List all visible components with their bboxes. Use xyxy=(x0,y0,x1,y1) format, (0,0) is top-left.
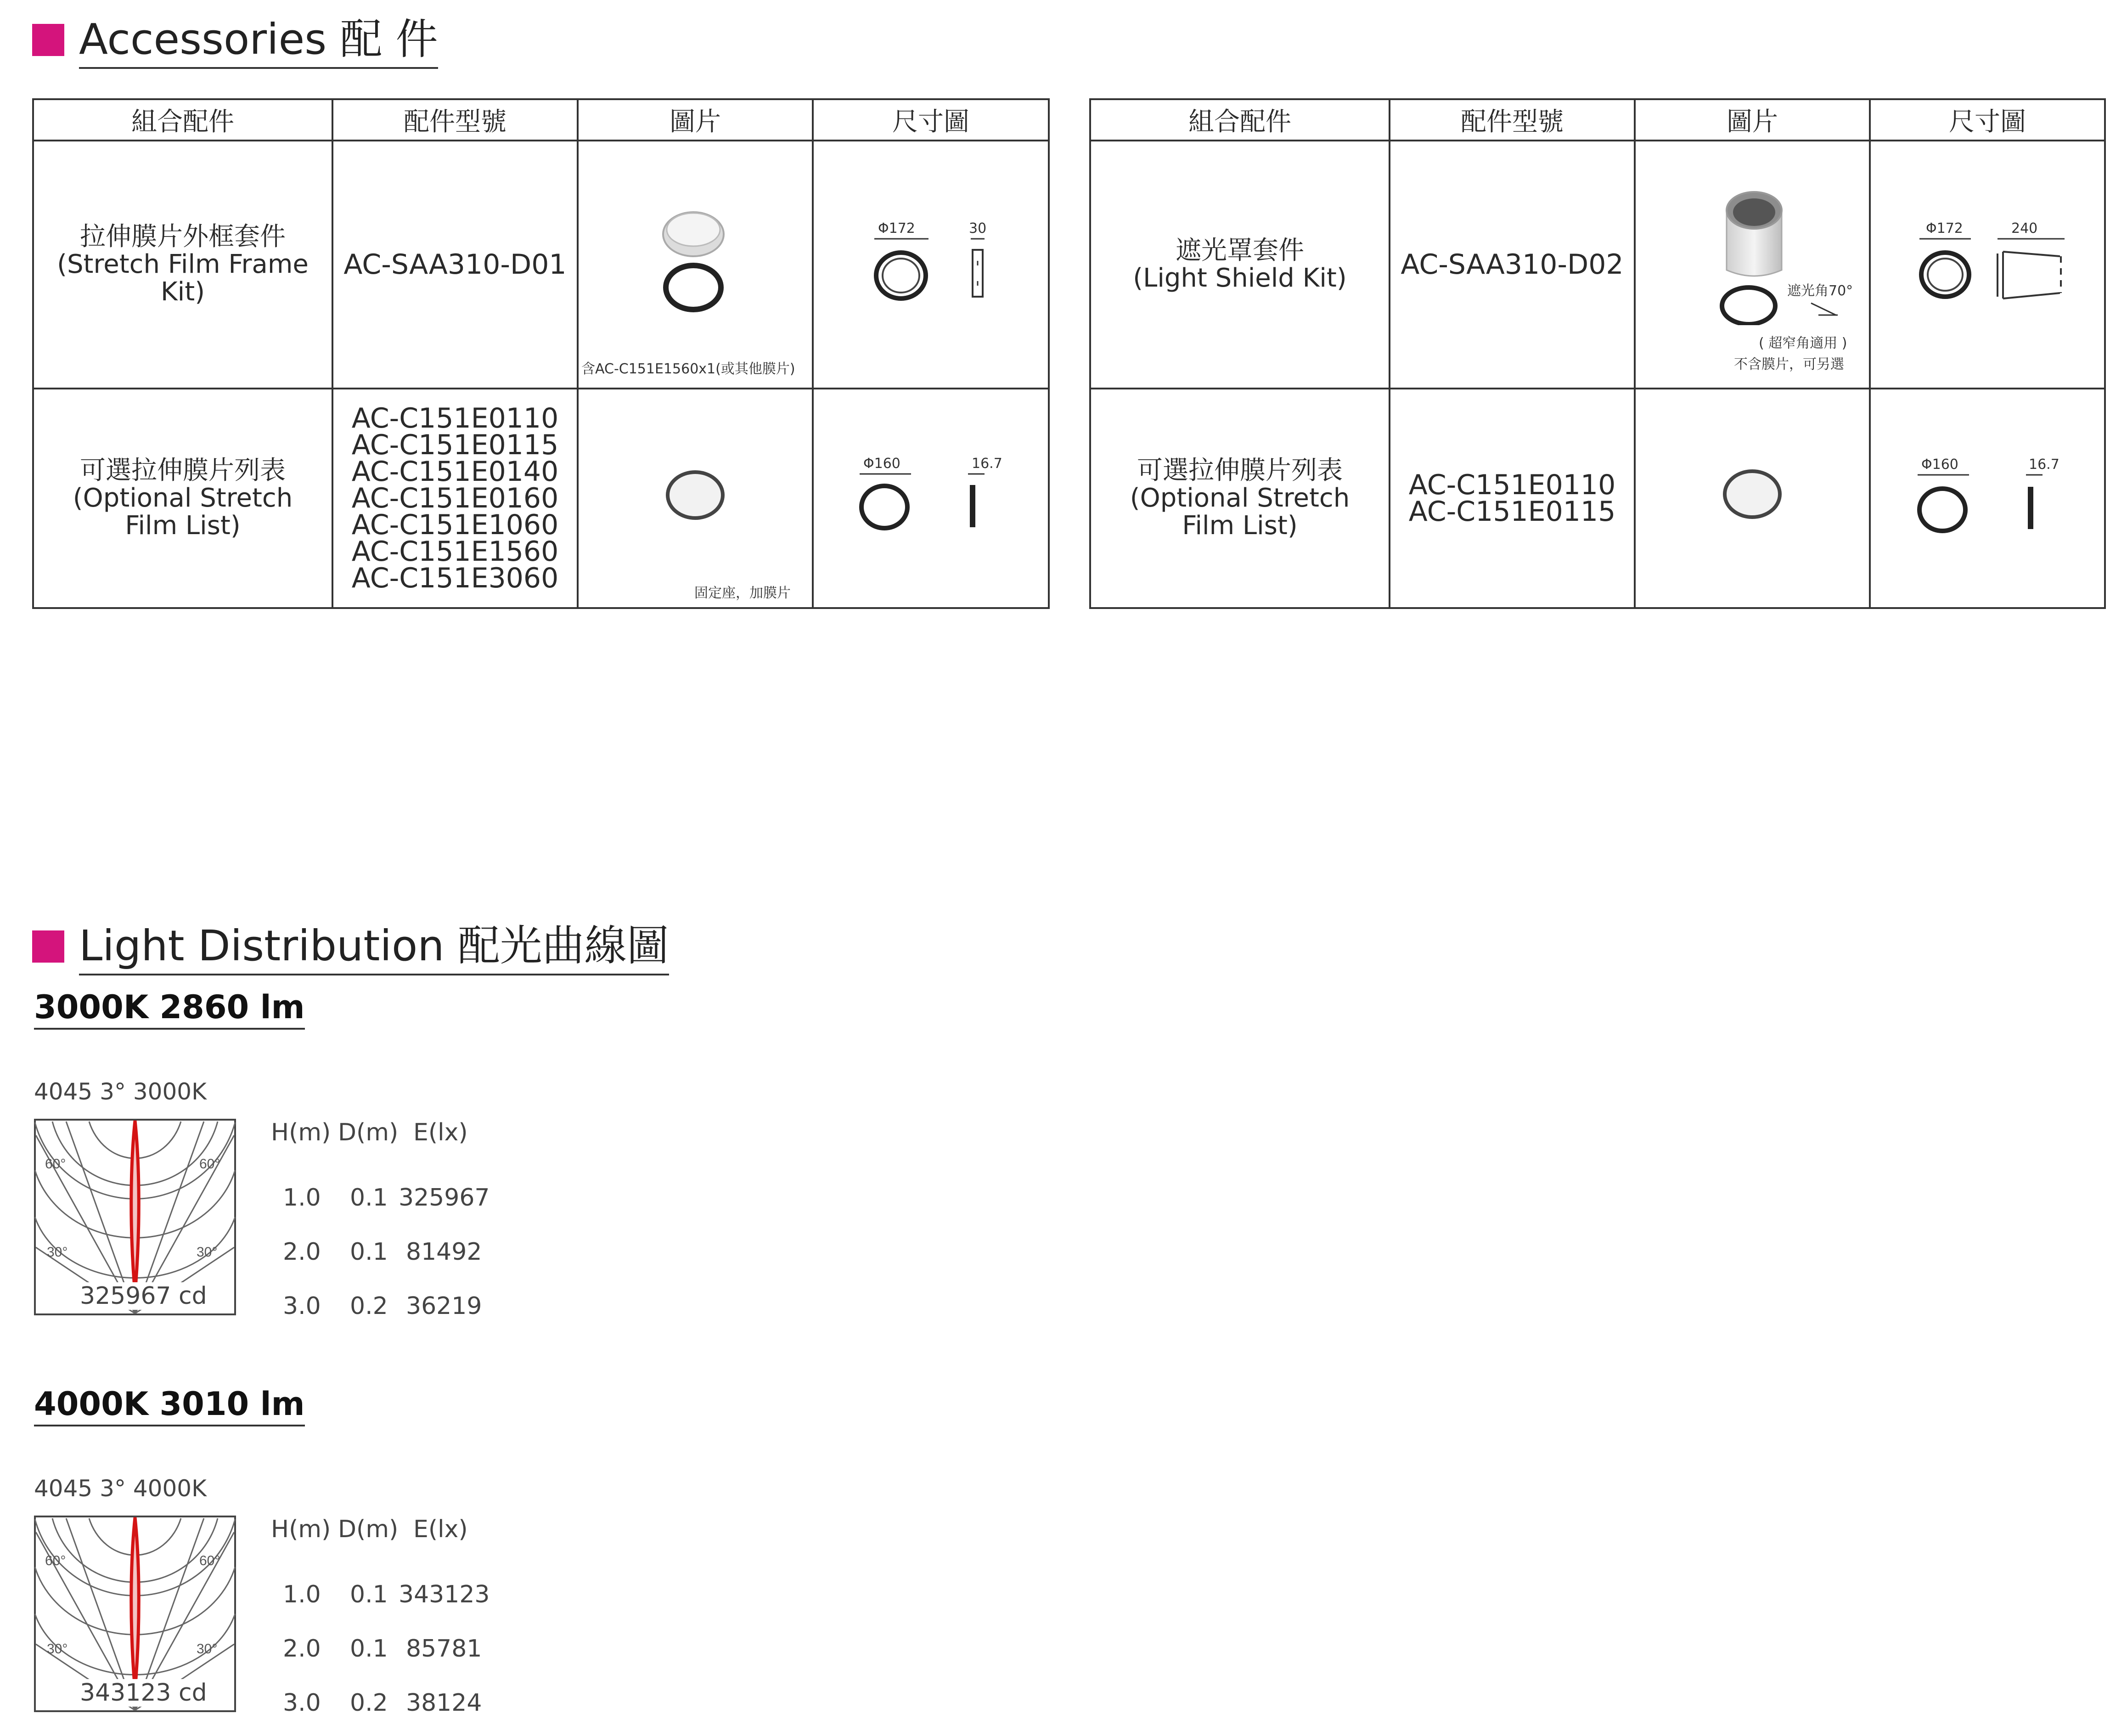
cell-e: 81492 xyxy=(406,1238,482,1266)
polar-angle-label: 30° xyxy=(197,1641,218,1657)
shield-angle-note: 遮光角70° xyxy=(1787,283,1853,299)
model-item: AC-C151E0160 xyxy=(351,482,559,514)
combo-cell xyxy=(33,141,332,389)
model-list-cell xyxy=(332,389,578,608)
distribution-label: 4045 3° 4000K xyxy=(34,1475,207,1502)
model-item: AC-C151E0115 xyxy=(1408,496,1616,528)
combo-cell xyxy=(33,389,332,608)
dim-length: 240 xyxy=(2011,220,2038,237)
frame-kit-drawing xyxy=(869,233,1007,307)
header-model: 配件型號 xyxy=(332,99,578,141)
cell-h: 2.0 xyxy=(283,1238,321,1266)
polar-angle-label: 30° xyxy=(197,1245,218,1260)
combo-cell xyxy=(1090,141,1390,389)
cell-d: 0.2 xyxy=(350,1689,388,1717)
dimension-cell xyxy=(1870,389,2105,608)
model-item: AC-C151E0110 xyxy=(351,402,559,434)
cell-d: 0.1 xyxy=(350,1635,388,1663)
cell-d: 0.2 xyxy=(350,1292,388,1320)
dim-height: 16.7 xyxy=(972,456,1002,472)
picture-note: 固定座，加膜片 xyxy=(694,585,791,601)
shield-note-1: ( 超窄角適用 ) xyxy=(1759,335,1847,351)
cell-e: 325967 xyxy=(399,1184,490,1212)
combo-name-en: (Stretch Film Frame Kit) xyxy=(57,249,309,307)
candela-value: 325967 cd xyxy=(78,1282,209,1310)
frame-kit-image xyxy=(657,206,735,321)
header-dimension: 尺寸圖 xyxy=(813,99,1049,141)
dim-diameter: Φ172 xyxy=(1926,220,1963,237)
cell-e: 85781 xyxy=(406,1635,482,1663)
combo-name-en: (Optional Stretch xyxy=(73,483,293,513)
dim-diameter: Φ160 xyxy=(863,456,900,472)
dim-height: 16.7 xyxy=(2029,457,2059,473)
model-item: AC-C151E3060 xyxy=(351,562,559,594)
cell-d: 0.1 xyxy=(350,1184,388,1212)
polar-angle-label: 60° xyxy=(199,1553,220,1568)
col-header: H(m) xyxy=(271,1119,331,1146)
col-header: D(m) xyxy=(338,1119,399,1146)
combo-name-en-2: Film List) xyxy=(1182,511,1298,541)
combo-cell xyxy=(1090,389,1390,608)
model-item: AC-C151E0140 xyxy=(351,456,559,488)
film-image xyxy=(1720,467,1784,522)
dim-diameter: Φ172 xyxy=(878,220,915,237)
header-combo: 組合配件 xyxy=(33,99,332,141)
col-header: D(m) xyxy=(338,1516,399,1543)
distribution-label: 4045 3° 3000K xyxy=(34,1078,207,1105)
section-marker xyxy=(32,24,64,56)
cell-e: 38124 xyxy=(406,1689,482,1717)
dim-height: 30 xyxy=(969,220,987,237)
light-shield-drawing xyxy=(1915,233,2071,307)
film-image xyxy=(663,468,727,523)
model-item: AC-C151E0110 xyxy=(1408,469,1616,501)
polar-angle-label: 30° xyxy=(47,1245,68,1260)
polar-angle-label: 60° xyxy=(45,1553,66,1568)
picture-cell xyxy=(1635,141,1870,389)
film-drawing xyxy=(1913,471,2069,535)
model-cell: AC-SAA310-D02 xyxy=(1390,141,1635,389)
combo-name-zh: 遮光罩套件 xyxy=(1176,236,1304,265)
section-marker xyxy=(32,930,64,963)
cell-e: 36219 xyxy=(406,1292,482,1320)
header-combo: 組合配件 xyxy=(1090,99,1390,141)
picture-cell xyxy=(1635,389,1870,608)
cell-e: 343123 xyxy=(399,1581,490,1608)
polar-angle-label: 60° xyxy=(199,1156,220,1172)
header-dimension: 尺寸圖 xyxy=(1870,99,2105,141)
distribution-subtitle: 4000K 3010 lm xyxy=(34,1388,305,1426)
header-model: 配件型號 xyxy=(1390,99,1635,141)
light-shield-image xyxy=(1718,187,1796,325)
cell-h: 1.0 xyxy=(283,1581,321,1608)
cell-h: 3.0 xyxy=(283,1689,321,1717)
angle-arrow-icon xyxy=(1809,301,1841,318)
distribution-subtitle: 3000K 2860 lm xyxy=(34,991,305,1030)
header-picture: 圖片 xyxy=(578,99,813,141)
cell-h: 2.0 xyxy=(283,1635,321,1663)
dim-diameter: Φ160 xyxy=(1921,457,1958,473)
col-header: E(lx) xyxy=(413,1119,468,1146)
accessories-table-right xyxy=(1089,98,2106,609)
light-distribution-title: Light Distribution 配光曲線圖 xyxy=(79,925,669,975)
combo-name-en-2: Film List) xyxy=(125,511,241,541)
polar-chart xyxy=(34,1119,236,1315)
model-cell: AC-SAA310-D01 xyxy=(332,141,578,389)
col-header: E(lx) xyxy=(413,1516,468,1543)
cell-h: 3.0 xyxy=(283,1292,321,1320)
picture-note: 含AC-C151E1560x1(或其他膜片) xyxy=(581,361,795,377)
header-picture: 圖片 xyxy=(1635,99,1870,141)
film-drawing xyxy=(855,470,1011,535)
polar-angle-label: 30° xyxy=(47,1641,68,1657)
cell-d: 0.1 xyxy=(350,1581,388,1608)
combo-name-zh: 可選拉伸膜片列表 xyxy=(1137,456,1343,485)
model-item: AC-C151E1060 xyxy=(351,509,559,541)
shield-note-2: 不含膜片，可另選 xyxy=(1734,356,1844,372)
model-item: AC-C151E0115 xyxy=(351,429,559,461)
combo-name-en: (Optional Stretch xyxy=(1130,483,1350,513)
dimension-cell xyxy=(813,389,1049,608)
picture-cell xyxy=(578,389,813,608)
dimension-cell xyxy=(1870,141,2105,389)
combo-name-en: (Light Shield Kit) xyxy=(1133,263,1347,293)
model-item: AC-C151E1560 xyxy=(351,535,559,568)
combo-name-zh: 可選拉伸膜片列表 xyxy=(80,456,286,485)
picture-cell xyxy=(578,141,813,389)
dimension-cell xyxy=(813,141,1049,389)
candela-value: 343123 cd xyxy=(78,1679,209,1707)
polar-chart xyxy=(34,1516,236,1712)
combo-name-zh: 拉伸膜片外框套件 xyxy=(80,222,286,252)
cell-d: 0.1 xyxy=(350,1238,388,1266)
col-header: H(m) xyxy=(271,1516,331,1543)
cell-h: 1.0 xyxy=(283,1184,321,1212)
accessories-title: Accessories 配 件 xyxy=(79,18,438,69)
accessories-table-left xyxy=(32,98,1050,609)
model-list-cell xyxy=(1390,389,1635,608)
polar-angle-label: 60° xyxy=(45,1156,66,1172)
